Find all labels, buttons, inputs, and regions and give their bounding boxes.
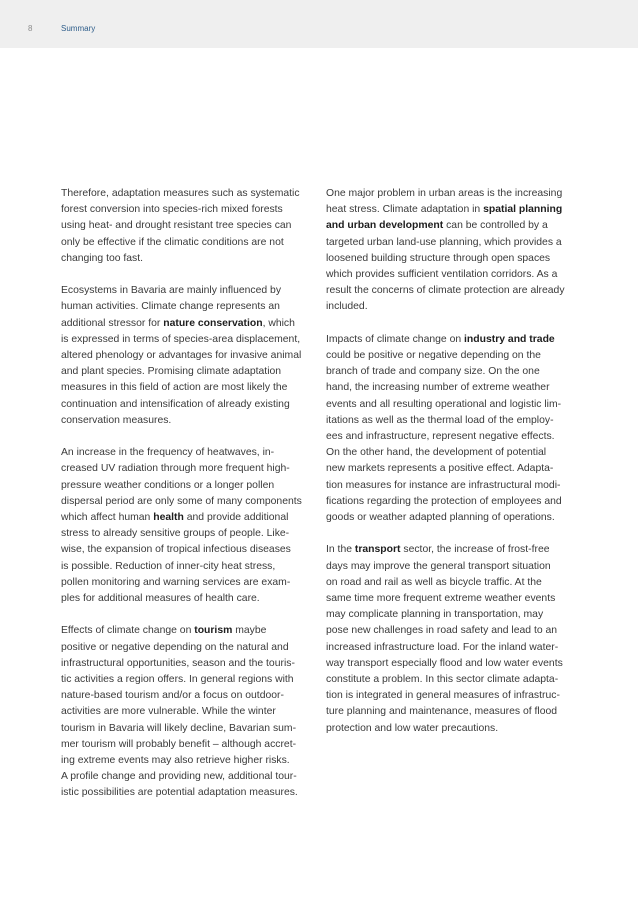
text-segment: could be positive or negative depending on the [326,350,541,362]
text-line [326,672,582,688]
emphasized-term: transport [354,544,401,556]
text-segment: only be effective if the climatic conditions are not [61,236,284,248]
text-segment: On the other hand, the development of potential [326,447,547,459]
text-segment: Therefore, adaptation measures such as systematic [61,188,300,199]
text-line [326,267,582,283]
text-line [61,769,321,785]
text-segment: which provides sufficient ventilation corridors. As a [326,269,558,281]
text-line [61,785,321,801]
text-segment: goods or weather adapted planning of operations. [326,512,555,524]
text-segment: sector, the increase of frost-free [400,544,550,556]
text-segment: days may improve the general transport situation [326,560,551,572]
text-segment: ture planning and maintenance, measures of flood [326,706,558,718]
text-line [326,445,582,461]
text-line [61,542,321,558]
text-segment: altered phenology or advantages for invasive animal [61,350,302,362]
text-segment: heat stress. Climate adaptation in [326,204,484,216]
text-segment: A profile change and providing new, additional tour- [61,771,297,783]
text-line [326,721,582,737]
text-line [61,348,321,364]
text-segment: conservation measures. [61,414,172,426]
text-line [61,737,321,753]
text-line [61,283,321,299]
text-segment: is expressed in terms of species-area displacement, [61,333,301,345]
text-segment: wise, the expansion of tropical infectious diseases [61,544,291,556]
text-segment: ing extreme events may also retrieve higher risks. [61,755,290,767]
emphasized-term: and urban development [326,220,444,232]
text-line [61,575,321,591]
text-line [326,640,582,656]
text-line [61,445,321,461]
text-line [326,332,582,348]
paragraph [61,186,321,267]
text-segment: pressure weather conditions or a longer pollen [61,479,275,491]
text-segment: continuation and intensification of already existing [61,398,290,410]
text-line [61,591,321,607]
text-line [326,688,582,704]
text-line [61,526,321,542]
text-line [61,672,321,688]
text-line [61,364,321,380]
text-line [61,640,321,656]
text-segment: pollen monitoring and warning services are exam- [61,576,291,588]
text-line [61,688,321,704]
text-line [326,397,582,413]
text-segment: included. [326,301,368,313]
text-line [326,494,582,510]
text-segment: on road and rail as well as bicycle traffic. At the [326,576,542,588]
text-segment: tic activities a region offers. In general regions with [61,674,294,686]
text-segment: tion is integrated in general measures of infrastruc- [326,690,560,702]
text-line [61,721,321,737]
text-segment: same time more frequent extreme weather events [326,593,556,605]
text-segment: may complicate planning in transportation, may [326,609,544,621]
text-line [61,623,321,639]
text-segment: targeted urban land-use planning, which provides a [326,236,562,248]
emphasized-term: tourism [194,625,233,637]
text-line [61,316,321,332]
text-line [326,186,582,202]
text-segment: nature-based tourism and/or a focus on outdoor- [61,690,284,702]
text-segment: dispersal period are only some of many components [61,495,302,507]
text-segment: In the [326,544,355,556]
header-band [0,0,638,48]
text-segment: ees and infrastructure, represent negative effects. [326,431,555,443]
text-line [326,607,582,623]
emphasized-term: nature conservation [163,317,263,329]
text-line [61,413,321,429]
text-segment: One major problem in urban areas is the increasing [326,188,563,199]
text-line [61,656,321,672]
text-line [61,299,321,315]
paragraph [61,623,321,801]
text-line [326,575,582,591]
text-line [326,283,582,299]
paragraph [326,542,582,736]
text-line [61,753,321,769]
text-segment: new markets represents a positive effect. Adapta- [326,463,554,475]
text-line [326,218,582,234]
text-segment: can be controlled by a [443,220,548,232]
text-line [326,510,582,526]
emphasized-term: spatial planning [483,204,563,216]
text-segment: activities are more vulnerable. While the winter [61,706,276,718]
paragraph [326,332,582,526]
text-line [326,591,582,607]
text-line [61,235,321,251]
text-segment: creased UV radiation through more frequent high- [61,463,290,475]
text-segment: An increase in the frequency of heatwaves, in- [61,447,275,459]
text-segment: protection and low water precautions. [326,722,499,734]
text-line [61,251,321,267]
text-line [326,461,582,477]
text-line [326,202,582,218]
text-segment: constitute a problem. In this sector climate adapta- [326,674,559,686]
text-segment: additional stressor for [61,317,164,329]
text-segment: Impacts of climate change on [326,333,465,345]
text-segment: itations as well as the thermal load of the employ- [326,414,554,426]
text-line [326,542,582,558]
text-line [326,348,582,364]
right-text-column [326,186,582,753]
text-segment: result the concerns of climate protection are already [326,285,565,297]
text-line [326,429,582,445]
text-segment: loosened building structure through open spaces [326,252,551,264]
text-segment: events and all resulting operational and logistic lim- [326,398,562,410]
text-segment: fications regarding the protection of employees and [326,495,562,507]
text-segment: way transport especially flood and low water events [326,657,563,669]
text-line [61,461,321,477]
paragraph [61,283,321,429]
text-segment: Ecosystems in Bavaria are mainly influenced by [61,285,282,297]
text-line [61,186,321,202]
text-line [326,656,582,672]
text-line [326,478,582,494]
text-segment: , which [262,317,295,329]
text-line [326,364,582,380]
text-line [326,299,582,315]
paragraph [326,186,582,316]
text-line [326,413,582,429]
text-line [61,202,321,218]
text-segment: istic possibilities are potential adaptation measures. [61,787,298,799]
text-segment: maybe [232,625,267,637]
text-line [326,704,582,720]
left-text-column [61,186,321,818]
text-segment: changing too fast. [61,252,144,264]
text-line [326,623,582,639]
text-segment: hand, the increasing number of extreme weather [326,382,550,394]
text-segment: human activities. Climate change represents an [61,301,280,313]
text-line [61,478,321,494]
section-label: Summary [61,24,96,33]
text-line [326,235,582,251]
text-segment: which affect human [61,512,154,524]
page-number: 8 [28,24,33,33]
text-line [326,559,582,575]
text-segment: forest conversion into species-rich mixed forests [61,204,283,216]
text-segment: Effects of climate change on [61,625,195,637]
text-line [326,251,582,267]
text-line [61,704,321,720]
text-segment: infrastructural opportunities, season and the touris- [61,657,295,669]
text-segment: is possible. Reduction of inner-city heat stress, [61,560,276,572]
text-segment: measures in this field of action are most likely the [61,382,288,394]
text-segment: ples for additional measures of health care. [61,593,260,605]
text-segment: pose new challenges in road safety and lead to an [326,625,558,637]
text-line [61,380,321,396]
text-segment: and provide additional [183,512,289,524]
text-segment: increased infrastructure load. For the inland water- [326,641,559,653]
emphasized-term: industry and trade [464,333,555,345]
text-segment: stress to already sensitive groups of people. Like- [61,528,290,540]
text-line [61,218,321,234]
text-line [61,397,321,413]
text-segment: branch of trade and company size. On the one [326,366,540,378]
text-segment: positive or negative depending on the natural and [61,641,289,653]
text-segment: tourism in Bavaria will likely decline, Bavarian sum- [61,722,297,734]
text-line [61,332,321,348]
text-line [61,510,321,526]
text-line [61,494,321,510]
text-line [61,559,321,575]
text-segment: using heat- and drought resistant tree species can [61,220,292,232]
emphasized-term: health [153,512,184,524]
text-segment: mer tourism will probably benefit – although accret- [61,738,297,750]
text-segment: and plant species. Promising climate adaptation [61,366,282,378]
paragraph [61,445,321,607]
text-line [326,380,582,396]
text-segment: tion measures for instance are infrastructural modi- [326,479,561,491]
